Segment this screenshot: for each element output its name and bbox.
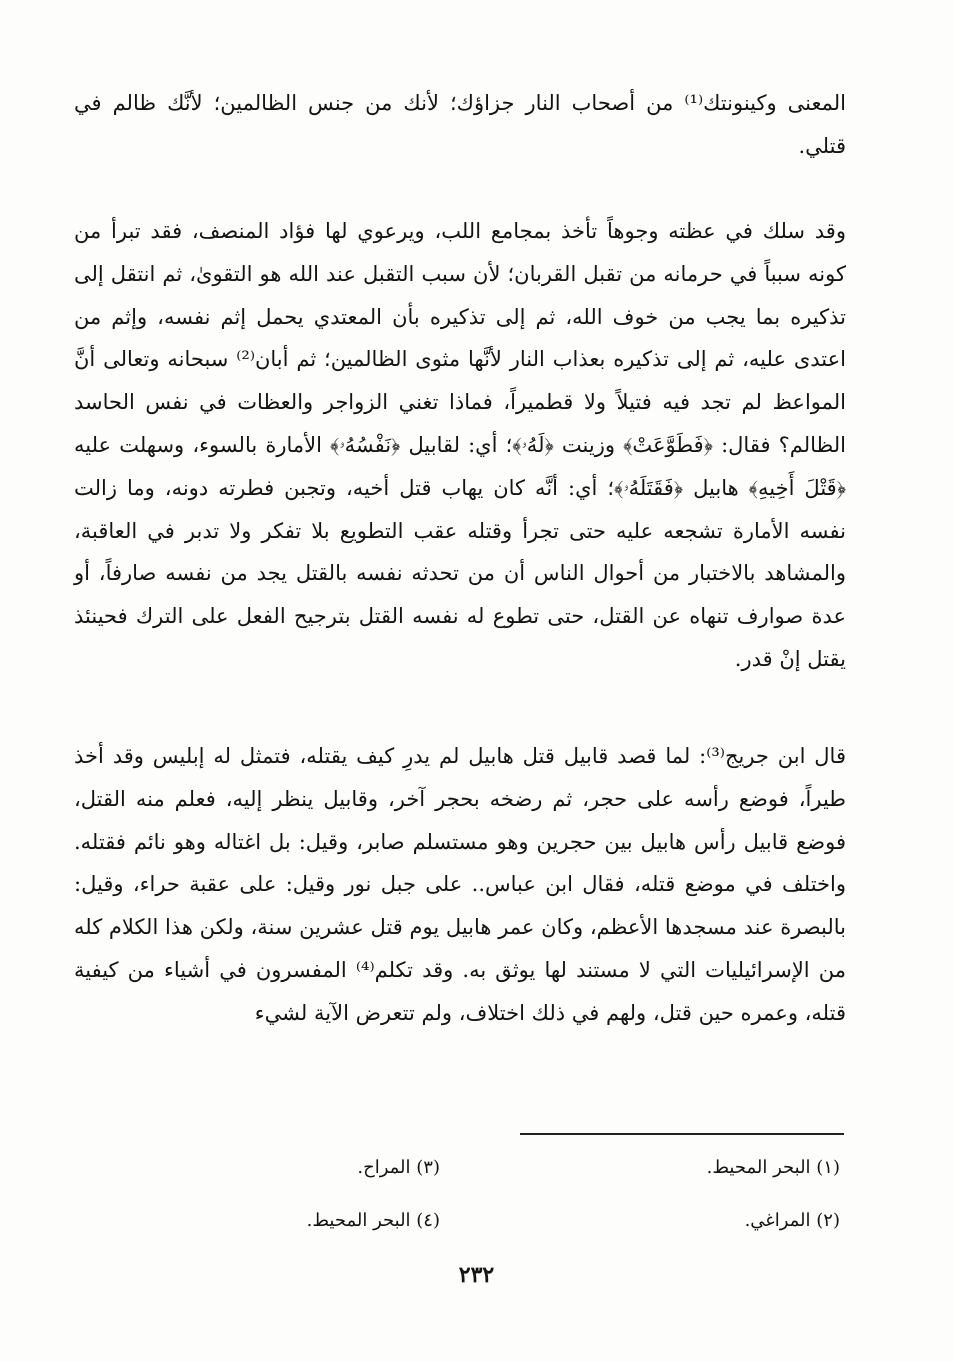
- footnote-4: (٤) البحر المحيط.: [306, 1210, 440, 1231]
- paragraph-2: وقد سلك في عظته وجوهاً تأخذ بمجامع اللب، ويرعوي لها فؤاد المنصف، فقد تبرأ من كونه سبباً في حرمانه من تقبل القربان؛ لأن سبب التقبل عند الله هو التقوىٰ، ثم انتقل إلى تذكيره بما يجب من خوف الله، ثم إلى تذكيره بأن المعتدي يحمل إثم نفسه، وإثم من اعتدى عليه، ثم إلى تذكيره بعذاب النار لأنَّها مثوى الظالمين؛ ثم أبان⁽²⁾ سبحانه وتعالى أنَّ المواعظ لم تجد فيه فتيلاً ولا قطميراً، فماذا تغني الزواجر والعظات في نفس الحاسد الظالم؟ فقال: ﴿فَطَوَّعَتْ﴾ وزينت ﴿لَهُۥ﴾؛ أي: لقابيل ﴿نَفْسُهُۥ﴾ الأمارة بالسوء، وسهلت عليه ﴿قَتْلَ أَخِيهِ﴾ هابيل ﴿فَقَتَلَهُۥ﴾؛ أي: أنَّه كان يهاب قتل أخيه، وتجبن فطرته دونه، وما زالت نفسه الأمارة تشجعه عليه حتى تجرأ وقتله عقب التطويع بلا تفكر ولا تدبر في العاقبة، والمشاهد بالاختبار من أحوال الناس أن من تحدثه نفسه بالقتل يجد من نفسه صارفاً، أو عدة صوارف تنهاه عن القتل، حتى تطوع له نفسه القتل بترجيح الفعل على الترك فحينئذ يقتل إنْ قدر.: [74, 219, 846, 671]
- footnote-2: (٢) المراغي.: [744, 1210, 840, 1231]
- footnote-3: (٣) المراح.: [357, 1157, 440, 1178]
- paragraph-3: قال ابن جريج⁽³⁾: لما قصد قابيل قتل هابيل لم يدرِ كيف يقتله، فتمثل له إبليس وقد أخذ طيراً، فوضع رأسه على حجر، ثم رضخه بحجر آخر، وقابيل ينظر إليه، فعلم منه القتل، فوضع قابيل رأس هابيل بين حجرين وهو مستسلم صابر، وقيل: بل اغتاله وهو نائم فقتله. واختلف في موضع قتله، فقال ابن عباس.. على جبل نور وقيل: على عقبة حراء، وقيل: بالبصرة عند مسجدها الأعظم، وكان عمر هابيل يوم قتل عشرين سنة، ولكن هذا الكلام كله من الإسرائيليات التي لا مستند لها يوثق به. وقد تكلم⁽⁴⁾ المفسرون في أشياء من كيفية قتله، وعمره حين قتل، ولهم في ذلك اختلاف، ولم تتعرض الآية لشيء: [74, 744, 846, 1025]
- paragraph-1: المعنى وكينونتك⁽¹⁾ من أصحاب النار جزاؤك؛ لأنك من جنس الظالمين؛ لأنَّك ظالم في قتلي.: [74, 91, 847, 158]
- page-number: ٢٣٢: [458, 1262, 495, 1288]
- footnote-separator: [520, 1133, 844, 1135]
- footnote-1: (١) البحر المحيط.: [706, 1157, 840, 1178]
